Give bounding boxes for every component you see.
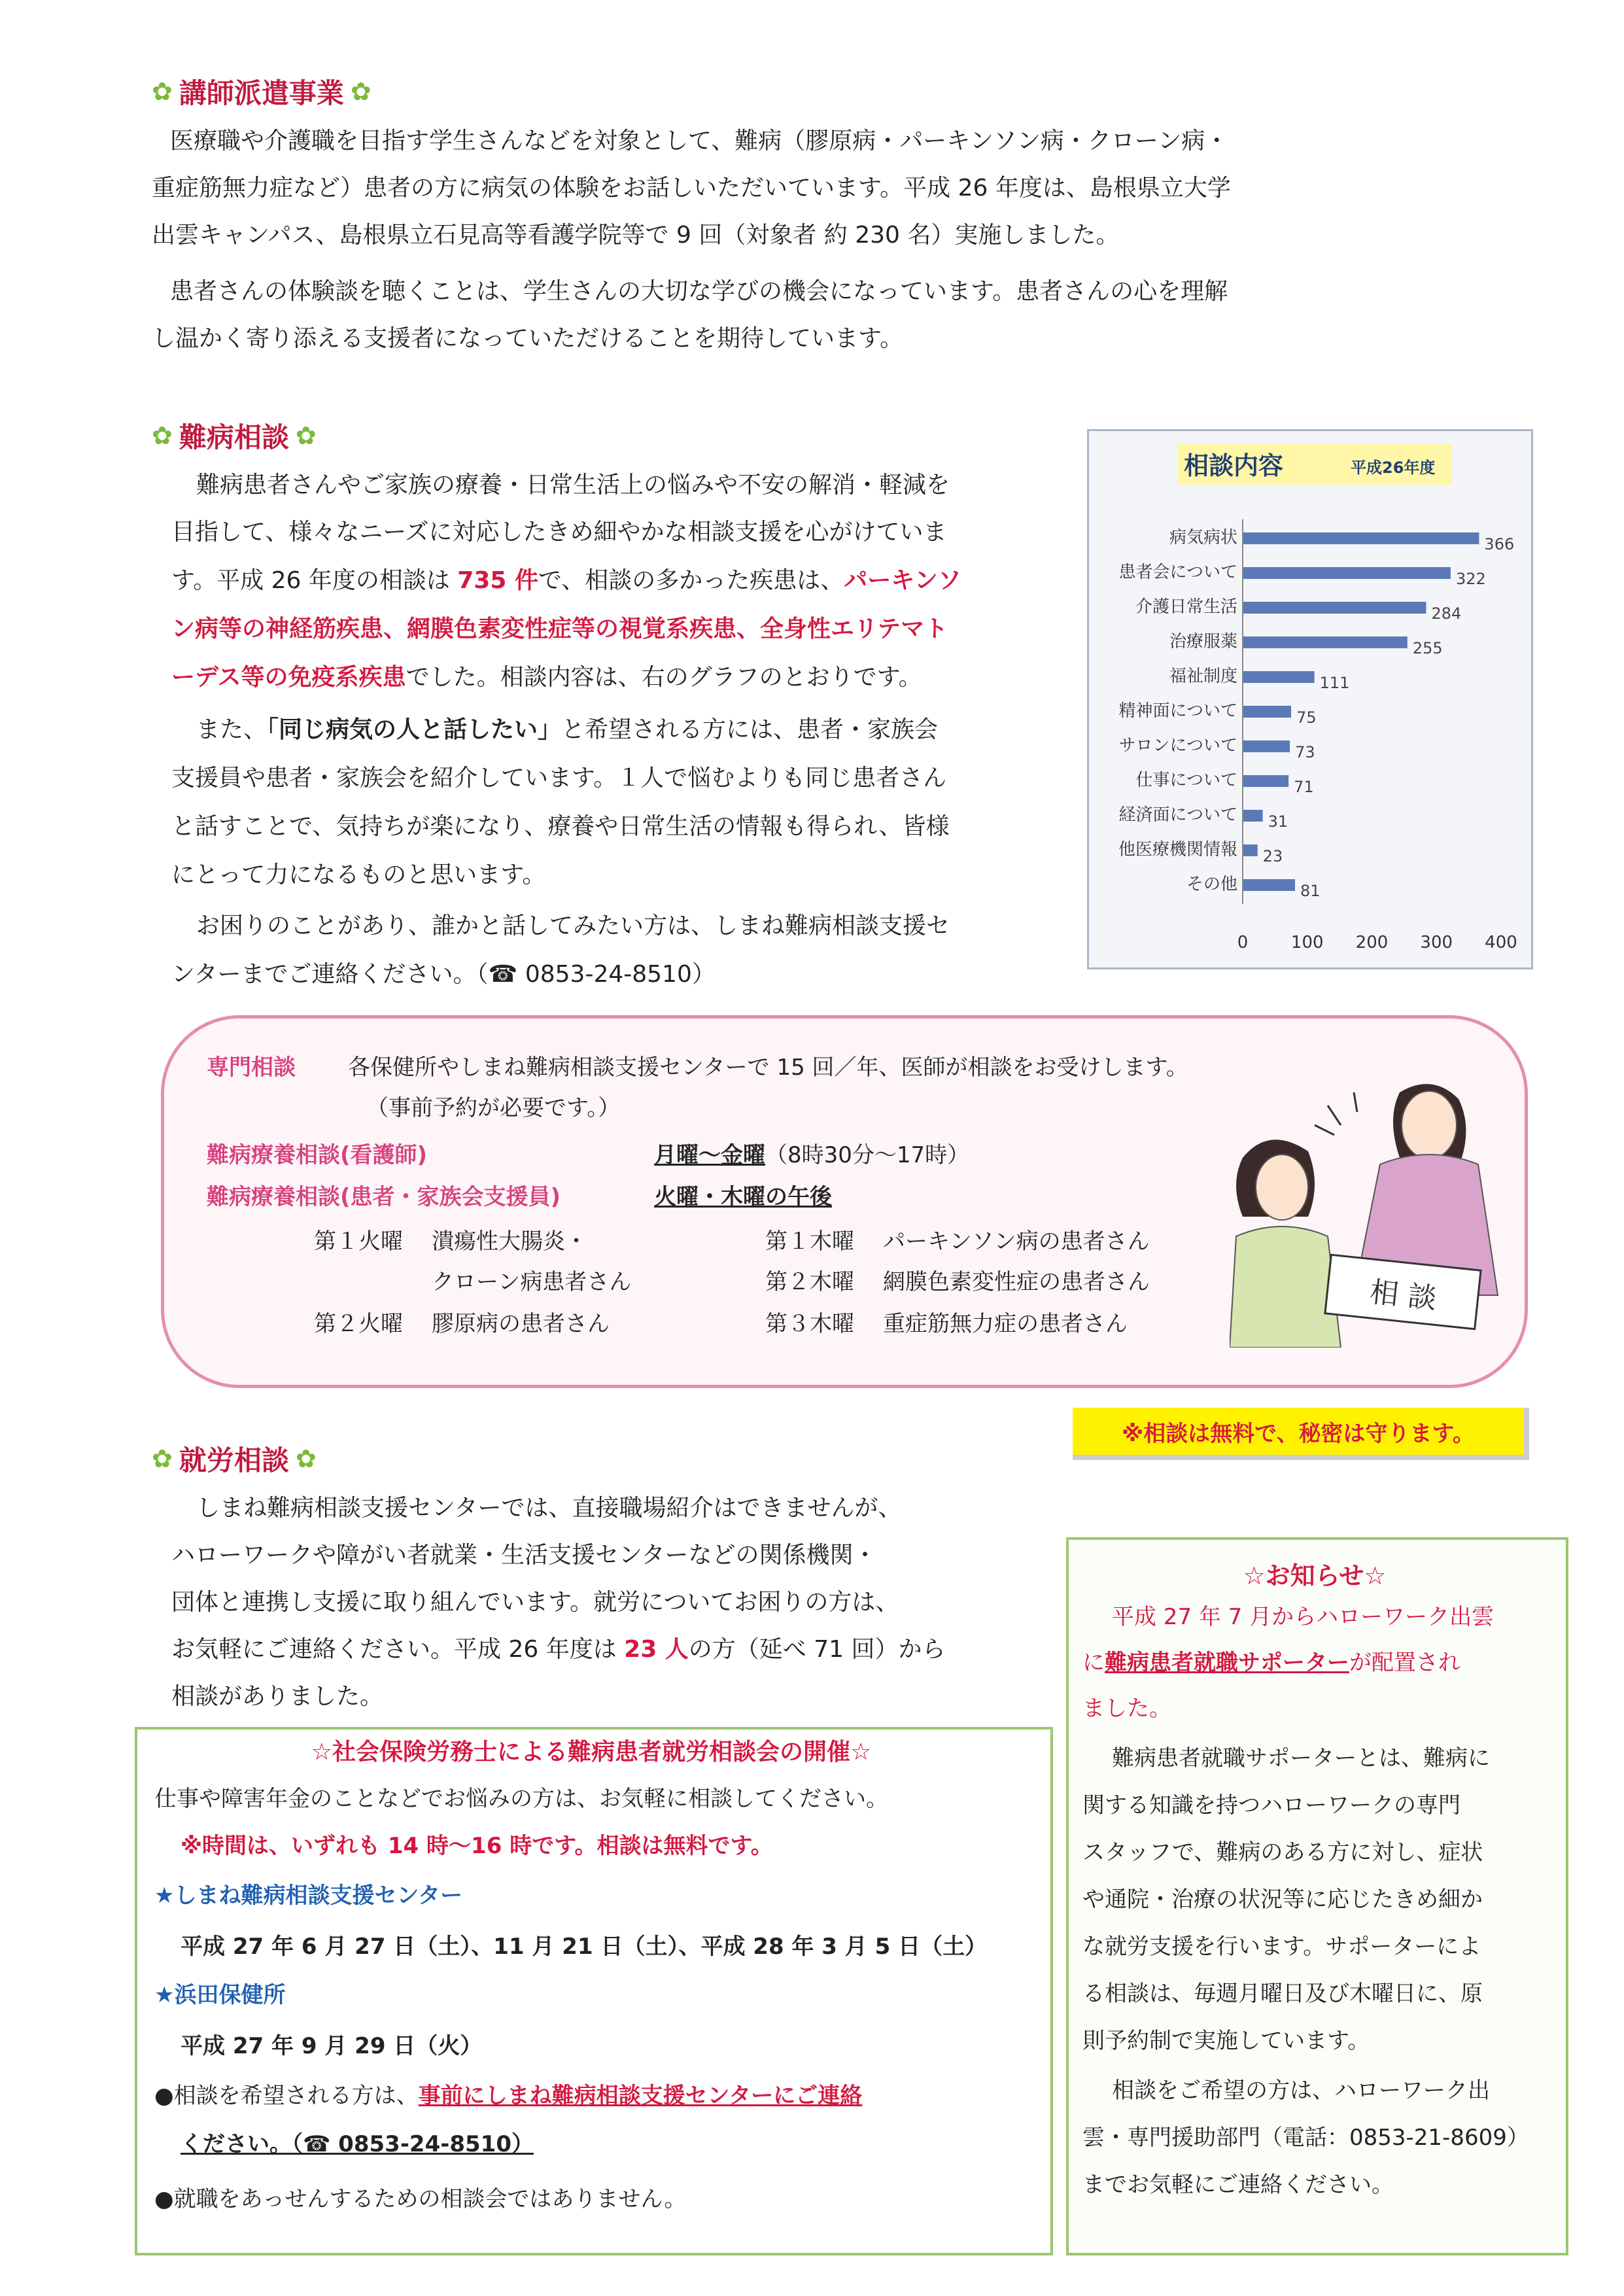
shaho-phone: ください。（☎ 0853-24-8510）: [181, 2131, 534, 2157]
chart-category-label: 経済面について: [1118, 805, 1237, 825]
chart-bar: [1243, 706, 1291, 718]
para-line: す。平成 26 年度の相談は 735 件で、相談の多かった疾患は、パーキンソ: [171, 567, 961, 594]
chart-value-label: 75: [1296, 708, 1317, 727]
section-heading-employment: [152, 1439, 317, 1478]
free-note: ※相談は無料で、秘密は守ります。: [1073, 1408, 1529, 1460]
shaho-hamada-dates: 平成 27 年 9 月 29 日（火）: [181, 2033, 483, 2059]
sched-text: 膠原病の患者さん: [432, 1311, 610, 1337]
para-line: 重症筋無力症など）患者の方に病気の体験をお話しいただいています。平成 26 年度は、島根県立大学: [152, 175, 1231, 201]
para-line: 団体と連携し支援に取り組んでいます。就労についてお困りの方は、: [171, 1589, 899, 1616]
senmon-text: 各保健所やしまね難病相談支援センターで 15 回／年、医師が相談をお受けします。: [348, 1054, 1188, 1081]
para-line: 患者さんの体験談を聴くことは、学生さんの大切な学びの機会になっています。患者さんの心を理解: [170, 278, 1228, 305]
para-line: 相談がありました。: [171, 1683, 384, 1710]
sched-day: 第３木曜: [765, 1311, 854, 1337]
senmon-label: 専門相談: [207, 1054, 296, 1081]
flower-icon: ✿: [152, 77, 173, 106]
consult-chart-panel: [1087, 429, 1533, 969]
chart-bar: [1243, 636, 1408, 648]
para-line: 支援員や患者・家族会を紹介しています。１人で悩むよりも同じ患者さん: [171, 765, 947, 791]
chart-tick-label: 400: [1485, 933, 1517, 952]
shaho-title: ☆社会保険労務士による難病患者就労相談会の開催☆: [311, 1739, 872, 1765]
chart-bar: [1243, 775, 1288, 787]
notice-red-line: ました。: [1082, 1696, 1171, 1722]
chart-bar: [1243, 810, 1263, 822]
para-line: 医療職や介護職を目指す学生さんなどを対象として、難病（膠原病・パーキンソン病・クローン病・: [170, 128, 1229, 154]
consultation-illustration: [1230, 1066, 1517, 1348]
para-line: また、「同じ病気の人と話したい」と希望される方には、患者・家族会: [196, 716, 939, 743]
notice-line: 雲・専門援助部門（電話：0853-21-8609）: [1082, 2125, 1529, 2151]
para-line: 目指して、様々なニーズに対応したきめ細やかな相談支援を心がけていま: [171, 519, 947, 546]
sched-text: パーキンソン病の患者さん: [883, 1228, 1150, 1255]
chart-category-label: 病気病状: [1169, 528, 1237, 548]
chart-value-label: 81: [1300, 882, 1321, 900]
chart-bar: [1243, 740, 1290, 752]
sched-day: 第２火曜: [314, 1311, 403, 1337]
sched-text: 重症筋無力症の患者さん: [883, 1311, 1128, 1337]
ryoyo-family-days: 火曜・木曜の午後: [654, 1184, 832, 1210]
para-line: し温かく寄り添える支援者になっていただけることを期待しています。: [152, 325, 904, 352]
para-line: ハローワークや障がい者就業・生活支援センターなどの関係機関・: [171, 1542, 877, 1569]
sched-text: 潰瘍性大腸炎・: [432, 1228, 587, 1255]
chart-category-label: 治療服薬: [1169, 632, 1237, 652]
chart-value-label: 31: [1268, 812, 1288, 831]
flower-icon: ✿: [152, 1444, 173, 1473]
flower-icon: ✿: [295, 421, 317, 450]
chart-bar: [1243, 844, 1258, 856]
section-title: 就労相談: [179, 1444, 289, 1476]
chart-category-label: 仕事について: [1135, 771, 1237, 790]
para-line: と話すことで、気持ちが楽になり、療養や日常生活の情報も得られ、皆様: [171, 813, 950, 840]
para-line: ーデス等の免疫系疾患でした。相談内容は、右のグラフのとおりです。: [171, 664, 922, 691]
flower-icon: ✿: [152, 421, 173, 450]
ryoyo-nurse-label: 難病療養相談(看護師): [207, 1142, 428, 1168]
chart-value-label: 255: [1412, 639, 1443, 657]
notice-red-line: 平成 27 年 7 月からハローワーク出雲: [1112, 1604, 1494, 1630]
chart-category-label: 他医療機関情報: [1118, 840, 1237, 860]
section-heading-lecturer: [152, 72, 371, 111]
chart-tick-label: 0: [1237, 933, 1249, 952]
chart-bar: [1243, 567, 1451, 579]
chart-category-label: 精神面について: [1118, 701, 1237, 721]
section-title: 難病相談: [179, 421, 289, 453]
chart-title: 相談内容: [1184, 451, 1284, 480]
para-line: ン病等の神経筋疾患、網膜色素変性症等の視覚系疾患、全身性エリテマト: [171, 616, 948, 642]
shaho-bullet: ●相談を希望される方は、事前にしまね難病相談支援センターにご連絡: [154, 2083, 863, 2109]
para-line: 難病患者さんやご家族の療養・日常生活上の悩みや不安の解消・軽減を: [196, 472, 950, 498]
notice-line: や通院・治療の状況等に応じたきめ細か: [1082, 1887, 1483, 1913]
sched-text: 網膜色素変性症の患者さん: [883, 1269, 1150, 1295]
flower-icon: ✿: [350, 77, 371, 106]
chart-category-label: 患者会について: [1118, 563, 1237, 582]
senmon-note: （事前予約が必要です。）: [366, 1095, 621, 1121]
sched-day: 第１火曜: [314, 1228, 403, 1255]
section-title: 講師派遣事業: [179, 77, 344, 109]
notice-title: ☆お知らせ☆: [1243, 1561, 1387, 1590]
ryoyo-nurse-schedule: 月曜～金曜（8時30分～17時）: [654, 1142, 970, 1168]
chart-tick-label: 300: [1420, 933, 1453, 952]
chart-category-label: その他: [1186, 875, 1237, 894]
chart-value-label: 322: [1455, 570, 1486, 588]
chart-value-label: 73: [1295, 743, 1315, 761]
shaho-time: ※時間は、いずれも 14 時～16 時です。相談は無料です。: [181, 1833, 773, 1859]
chart-value-label: 284: [1431, 604, 1462, 623]
para-line: しまね難病相談支援センターでは、直接職場紹介はできませんが、: [196, 1495, 902, 1522]
notice-line: までお気軽にご連絡ください。: [1082, 2172, 1394, 2198]
chart-category-label: 介護日常生活: [1135, 597, 1237, 617]
chart-value-label: 366: [1484, 535, 1515, 553]
chart-value-label: 71: [1294, 778, 1314, 796]
shaho-center: ★しまね難病相談支援センター: [154, 1883, 463, 1909]
chart-tick-label: 100: [1290, 933, 1324, 952]
notice-line: 関する知識を持つハローワークの専門: [1082, 1792, 1460, 1818]
shaho-hamada: ★浜田保健所: [154, 1982, 286, 2008]
notice-line: 則予約制で実施しています。: [1082, 2028, 1370, 2054]
chart-value-label: 111: [1319, 674, 1350, 692]
shaho-center-dates: 平成 27 年 6 月 27 日（土）、11 月 21 日（土）、平成 28 年 3 月 5 日（土）: [181, 1934, 988, 1960]
shaho-bullet: ●就職をあっせんするための相談会ではありません。: [154, 2186, 687, 2212]
sign-text: 相 談: [1368, 1275, 1438, 1316]
chart-category-label: 福祉制度: [1169, 667, 1237, 686]
chart-category-label: サロンについて: [1118, 736, 1237, 756]
notice-line: 難病患者就職サポーターとは、難病に: [1112, 1745, 1490, 1771]
para-line: 出雲キャンパス、島根県立石見高等看護学院等で 9 回（対象者 約 230 名）実施しました。: [152, 222, 1120, 249]
para-line: お困りのことがあり、誰かと話してみたい方は、しまね難病相談支援セ: [196, 913, 950, 939]
section-heading-consult: [152, 416, 317, 455]
flower-icon: ✿: [295, 1444, 317, 1473]
ryoyo-family-label: 難病療養相談(患者・家族会支援員): [207, 1184, 561, 1210]
para-line: ンターまでご連絡ください。（☎ 0853-24-8510）: [171, 961, 716, 988]
notice-line: スタッフで、難病のある方に対し、症状: [1082, 1839, 1483, 1866]
sched-day: 第２木曜: [765, 1269, 854, 1295]
notice-line: な就労支援を行います。サポーターによ: [1082, 1934, 1481, 1960]
chart-bar: [1243, 671, 1315, 683]
chart-bar: [1243, 532, 1479, 544]
consult-chart: [1089, 431, 1531, 967]
para-line: お気軽にご連絡ください。平成 26 年度は 23 人の方（延べ 71 回）から: [171, 1636, 946, 1663]
sched-text: クローン病患者さん: [432, 1269, 632, 1295]
notice-line: る相談は、毎週月曜日及び木曜日に、原: [1082, 1981, 1483, 2007]
sched-day: 第１木曜: [765, 1228, 854, 1255]
para-line: にとって力になるものと思います。: [171, 861, 546, 888]
chart-bar: [1243, 879, 1295, 891]
chart-tick-label: 200: [1355, 933, 1389, 952]
shaho-line: 仕事や障害年金のことなどでお悩みの方は、お気軽に相談してください。: [154, 1786, 888, 1812]
notice-line: 相談をご希望の方は、ハローワーク出: [1112, 2078, 1490, 2104]
chart-subtitle: 平成26年度: [1351, 459, 1436, 477]
chart-value-label: 23: [1262, 847, 1283, 865]
chart-bar: [1243, 602, 1426, 614]
notice-red-line: に難病患者就職サポーターが配置され: [1082, 1650, 1460, 1676]
